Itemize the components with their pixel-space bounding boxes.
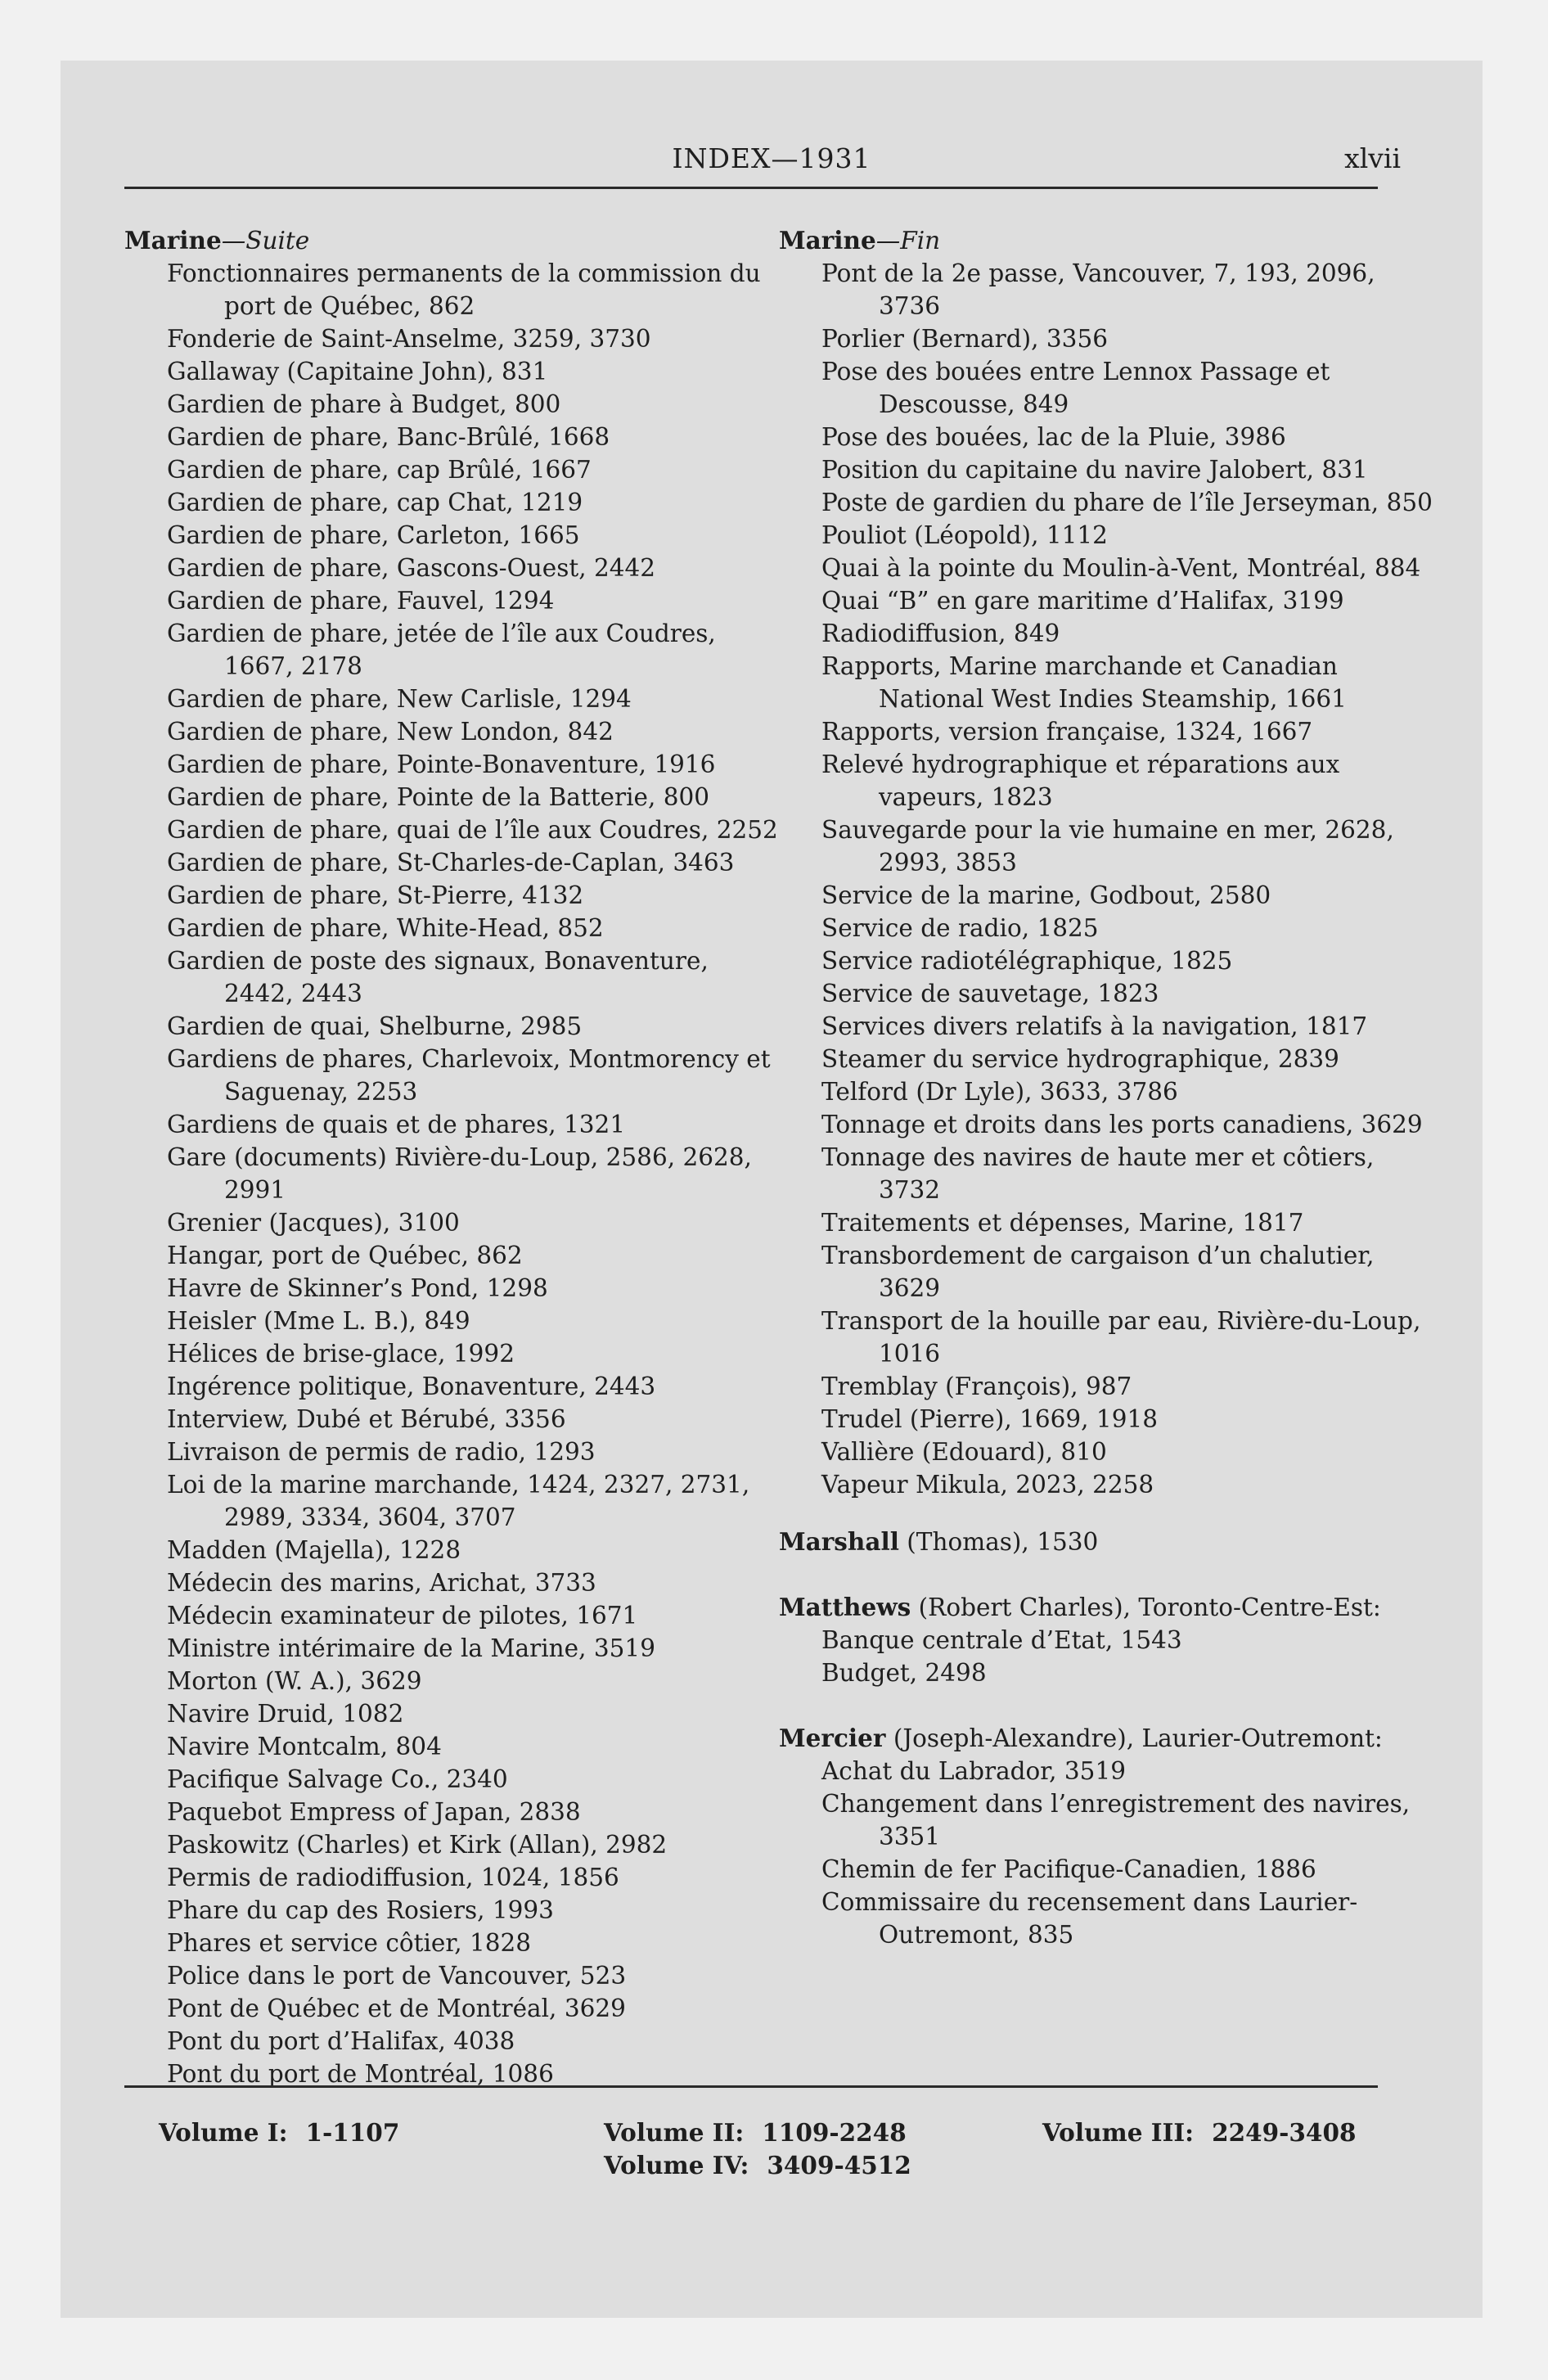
index-entry: Gardien de phare, Pointe-Bonaventure, 1916 — [167, 751, 716, 778]
index-entry: Tremblay (François), 987 — [821, 1373, 1132, 1400]
right-column — [779, 224, 1433, 1951]
index-entry: Gare (documents) Rivière-du-Loup, 2586, 2628, 2991 — [167, 1143, 752, 1204]
index-entry: Changement dans l’enregistrement des navires, 3351 — [821, 1790, 1411, 1850]
index-entry: Paquebot Empress of Japan, 2838 — [167, 1798, 581, 1826]
index-entry: Position du capitaine du navire Jalobert, 831 — [821, 456, 1368, 484]
index-entry: Pacifique Salvage Co., 2340 — [167, 1765, 508, 1793]
person-name: Matthews — [779, 1593, 911, 1621]
section-name: Marine — [124, 226, 222, 255]
index-entry: Budget, 2498 — [821, 1659, 987, 1687]
footer-volume-2-4 — [604, 2116, 911, 2182]
person-detail: (Joseph-Alexandre), Laurier-Outremont: — [885, 1724, 1383, 1752]
index-entry: Quai à la pointe du Moulin-à-Vent, Montréal, 884 — [821, 554, 1421, 582]
index-entry: Grenier (Jacques), 3100 — [167, 1209, 460, 1237]
index-entry: Gardien de phare, New Carlisle, 1294 — [167, 685, 632, 713]
index-entry: Hangar, port de Québec, 862 — [167, 1242, 523, 1269]
top-rule — [124, 187, 1378, 189]
index-entry: Transport de la houille par eau, Rivière-du-Loup, 1016 — [821, 1307, 1421, 1368]
index-entry: Gardiens de phares, Charlevoix, Montmorency et Saguenay, 2253 — [167, 1045, 771, 1106]
index-entry: Gardien de poste des signaux, Bonaventure, 2442, 2443 — [167, 947, 709, 1007]
index-entry: Service de sauvetage, 1823 — [821, 980, 1159, 1007]
index-entry: Service de radio, 1825 — [821, 914, 1099, 942]
volume-range: 1109-2248 — [762, 2118, 907, 2147]
volume-range: 3409-4512 — [767, 2151, 911, 2179]
index-entry: Gardien de phare, St-Charles-de-Caplan, 3463 — [167, 849, 735, 877]
person-heading — [779, 1722, 1433, 1755]
index-entry: Pont de Québec et de Montréal, 3629 — [167, 1995, 626, 2022]
index-entry: Havre de Skinner’s Pond, 1298 — [167, 1274, 548, 1302]
index-entry: Rapports, version française, 1324, 1667 — [821, 718, 1313, 746]
index-entry: Hélices de brise-glace, 1992 — [167, 1340, 515, 1368]
index-entry: Telford (Dr Lyle), 3633, 3786 — [821, 1078, 1178, 1106]
section-heading — [779, 224, 1433, 257]
index-entry: Gardien de phare à Budget, 800 — [167, 390, 561, 418]
index-entry: Trudel (Pierre), 1669, 1918 — [821, 1405, 1159, 1433]
index-entry: Morton (W. A.), 3629 — [167, 1667, 422, 1695]
index-entry: Livraison de permis de radio, 1293 — [167, 1438, 596, 1466]
index-entry: Pont du port de Montréal, 1086 — [167, 2060, 554, 2088]
index-entry: Navire Montcalm, 804 — [167, 1733, 442, 1760]
index-entry: Gardien de phare, New London, 842 — [167, 718, 614, 746]
index-page — [61, 61, 1483, 2318]
person-name: Mercier — [779, 1724, 886, 1752]
index-entry: Paskowitz (Charles) et Kirk (Allan), 2982 — [167, 1831, 668, 1859]
index-entry: Phares et service côtier, 1828 — [167, 1929, 532, 1957]
person-detail: (Robert Charles), Toronto-Centre-Est: — [911, 1593, 1381, 1621]
index-entry: Quai “B” en gare maritime d’Halifax, 3199 — [821, 587, 1344, 615]
person-entries — [779, 1526, 1433, 1951]
index-entry: Chemin de fer Pacifique-Canadien, 1886 — [821, 1855, 1316, 1883]
index-entry: Sauvegarde pour la vie humaine en mer, 2628, 2993, 3853 — [821, 816, 1394, 877]
index-entry: Médecin examinateur de pilotes, 1671 — [167, 1602, 638, 1629]
section-heading — [124, 224, 779, 257]
index-entry: Transbordement de cargaison d’un chalutier, 3629 — [821, 1242, 1375, 1302]
index-entry: Gardien de phare, jetée de l’île aux Coudres, 1667, 2178 — [167, 620, 716, 680]
index-entry: Commissaire du recensement dans Laurier-Outremont, 835 — [821, 1888, 1358, 1949]
person-detail: (Thomas), 1530 — [898, 1528, 1099, 1556]
index-entry: Permis de radiodiffusion, 1024, 1856 — [167, 1864, 619, 1891]
index-entry: Traitements et dépenses, Marine, 1817 — [821, 1209, 1304, 1237]
person-heading — [779, 1526, 1433, 1558]
index-entry: Gardien de phare, White-Head, 852 — [167, 914, 604, 942]
index-entry: Gardien de phare, Pointe de la Batterie, 800 — [167, 783, 710, 811]
index-entry: Ministre intérimaire de la Marine, 3519 — [167, 1634, 655, 1662]
index-entry: Médecin des marins, Arichat, 3733 — [167, 1569, 596, 1597]
volume-label: Volume II: — [604, 2118, 745, 2147]
index-entry: Pose des bouées entre Lennox Passage et Descousse, 849 — [821, 358, 1330, 418]
page-number: xlvii — [1344, 142, 1401, 174]
footer-volume-1 — [159, 2116, 399, 2149]
index-entry: Phare du cap des Rosiers, 1993 — [167, 1896, 554, 1924]
index-entry: Gardien de phare, Banc-Brûlé, 1668 — [167, 423, 610, 451]
page-title: INDEX—1931 — [672, 142, 871, 174]
section-suffix: —Suite — [221, 227, 310, 255]
index-entry: Pose des bouées, lac de la Pluie, 3986 — [821, 423, 1286, 451]
index-entry: Pont de la 2e passe, Vancouver, 7, 193, 2096, 3736 — [821, 259, 1375, 320]
index-entry: Service de la marine, Godbout, 2580 — [821, 881, 1271, 909]
volume-range: 1-1107 — [305, 2118, 400, 2147]
index-entry: Interview, Dubé et Bérubé, 3356 — [167, 1405, 566, 1433]
index-entry: Gallaway (Capitaine John), 831 — [167, 358, 548, 385]
right-entry-list — [779, 257, 1433, 1501]
index-entry: Relevé hydrographique et réparations aux vapeurs, 1823 — [821, 751, 1340, 811]
index-entry: Achat du Labrador, 3519 — [821, 1757, 1126, 1785]
volume-range: 2249-3408 — [1212, 2118, 1357, 2147]
index-entry: Gardien de phare, Fauvel, 1294 — [167, 587, 555, 615]
left-column — [124, 224, 779, 2090]
index-entry: Tonnage et droits dans les ports canadiens, 3629 — [821, 1111, 1423, 1138]
index-entry: Gardien de phare, St-Pierre, 4132 — [167, 881, 584, 909]
index-entry: Radiodiffusion, 849 — [821, 620, 1060, 647]
index-entry: Gardien de phare, Gascons-Ouest, 2442 — [167, 554, 656, 582]
footer-volume-3 — [1042, 2116, 1357, 2149]
section-name: Marine — [779, 226, 876, 255]
index-entry: Madden (Majella), 1228 — [167, 1536, 461, 1564]
index-entry: Services divers relatifs à la navigation, 1817 — [821, 1012, 1368, 1040]
section-suffix: —Fin — [875, 227, 941, 255]
left-entry-list — [124, 257, 779, 2090]
index-entry: Vallière (Edouard), 810 — [821, 1438, 1107, 1466]
index-entry: Police dans le port de Vancouver, 523 — [167, 1962, 627, 1990]
index-entry: Navire Druid, 1082 — [167, 1700, 404, 1728]
index-entry: Loi de la marine marchande, 1424, 2327, 2731, 2989, 3334, 3604, 3707 — [167, 1471, 750, 1531]
index-entry: Rapports, Marine marchande et Canadian National West Indies Steamship, 1661 — [821, 652, 1347, 713]
index-entry: Fonderie de Saint-Anselme, 3259, 3730 — [167, 325, 651, 353]
index-entry: Gardien de phare, quai de l’île aux Coudres, 2252 — [167, 816, 778, 844]
person-heading — [779, 1591, 1433, 1624]
volume-label: Volume III: — [1042, 2118, 1195, 2147]
index-entry: Porlier (Bernard), 3356 — [821, 325, 1108, 353]
index-entry: Tonnage des navires de haute mer et côtiers, 3732 — [821, 1143, 1375, 1204]
bottom-rule — [124, 2085, 1378, 2088]
volume-label: Volume I: — [159, 2118, 288, 2147]
index-entry: Steamer du service hydrographique, 2839 — [821, 1045, 1339, 1073]
index-entry: Fonctionnaires permanents de la commission du port de Québec, 862 — [167, 259, 761, 320]
index-entry: Pouliot (Léopold), 1112 — [821, 521, 1108, 549]
volume-label: Volume IV: — [604, 2151, 749, 2179]
index-entry: Ingérence politique, Bonaventure, 2443 — [167, 1373, 656, 1400]
index-entry: Gardien de quai, Shelburne, 2985 — [167, 1012, 583, 1040]
index-entry: Gardiens de quais et de phares, 1321 — [167, 1111, 626, 1138]
index-entry: Pont du port d’Halifax, 4038 — [167, 2027, 515, 2055]
index-entry: Poste de gardien du phare de l’île Jerseyman, 850 — [821, 489, 1433, 516]
index-entry: Service radiotélégraphique, 1825 — [821, 947, 1233, 975]
index-entry: Vapeur Mikula, 2023, 2258 — [821, 1471, 1154, 1499]
index-entry: Banque centrale d’Etat, 1543 — [821, 1626, 1182, 1654]
person-name: Marshall — [779, 1527, 899, 1556]
index-entry: Heisler (Mme L. B.), 849 — [167, 1307, 470, 1335]
index-entry: Gardien de phare, cap Brûlé, 1667 — [167, 456, 592, 484]
index-entry: Gardien de phare, cap Chat, 1219 — [167, 489, 583, 516]
index-entry: Gardien de phare, Carleton, 1665 — [167, 521, 580, 549]
